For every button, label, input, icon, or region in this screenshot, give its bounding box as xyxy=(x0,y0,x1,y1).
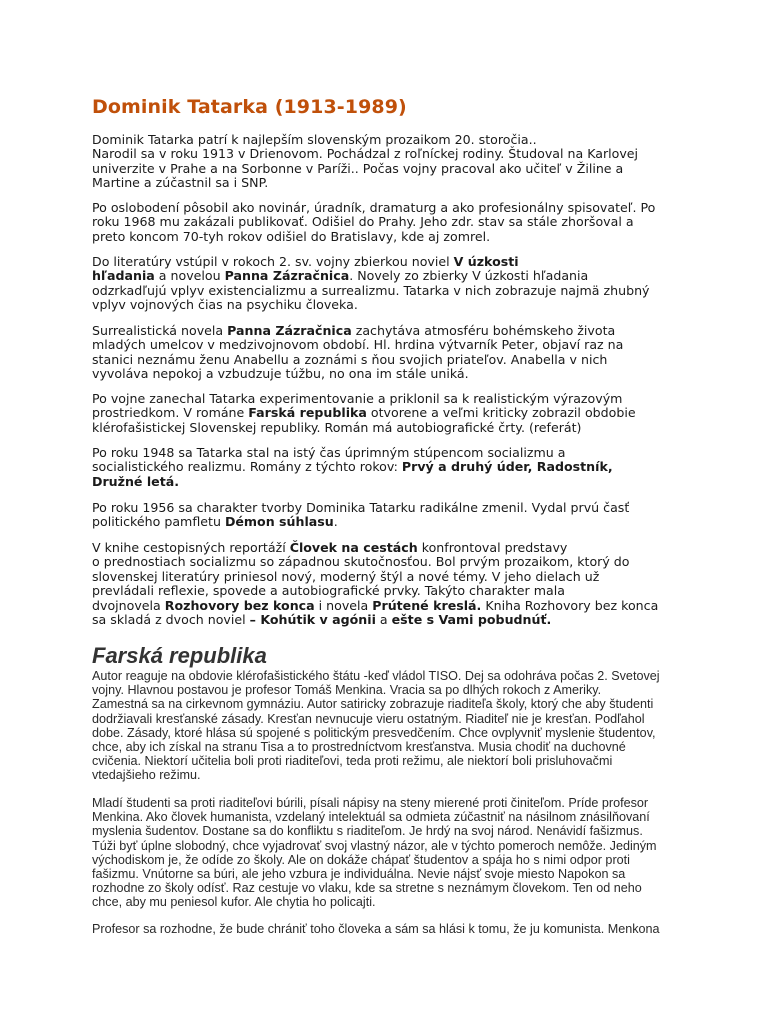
text-line: chce, aby mu peniesol kufor. Ale chytia ho policajti. xyxy=(92,895,376,910)
text-line: Autor reaguje na obdovie klérofašistického štátu -keď vládol TISO. Dej sa odohráva počas 2. Svetovej xyxy=(92,669,660,683)
text-line: dobe. Zásady, ktoré hlása sú spojené s politickým presvedčením. Chce ovplyvniť myslenie študentov, xyxy=(92,725,656,740)
text-run: prostriedkom. V románe xyxy=(92,405,249,421)
paragraph-later-works xyxy=(92,541,692,627)
text-run: Kniha Rozhovory bez konca xyxy=(481,597,659,613)
bold-title: hľadania xyxy=(92,268,155,284)
text-line xyxy=(92,338,692,352)
text-line xyxy=(92,570,692,584)
section-heading: Farská republika xyxy=(92,643,267,668)
text-line: vtedajšieho režimu. xyxy=(92,768,201,783)
text-line xyxy=(92,599,692,613)
text-line: chce, aby ich získal na stranu Tisa a to prostredníctvom kresťanstva. Musia chodiť na duchovné xyxy=(92,740,626,755)
text-run: o prednostiach socializmu so západnou skutočnosťou. Bol prvým prozaikom, ktorý do xyxy=(92,554,630,570)
text-run: vplyv vojnových čias na psychiku človeka. xyxy=(92,297,358,313)
text-run: Po oslobodení pôsobil ako novinár, úradník, dramaturg a ako profesionálny spisovateľ. Po xyxy=(92,200,656,215)
text-run: Po vojne zanechal Tatarka experimentovanie a priklonil sa k realistickým výrazovým xyxy=(92,391,623,406)
text-run: Martine a zúčastnil sa i SNP. xyxy=(92,175,269,191)
text-line xyxy=(92,515,692,529)
text-run: konfrontoval predstavy xyxy=(417,540,568,555)
text-line xyxy=(92,298,692,312)
text-line xyxy=(92,255,692,269)
text-line xyxy=(92,147,692,161)
text-run: . xyxy=(333,514,338,530)
text-line xyxy=(92,201,692,215)
text-run: prevládali reflexie, spovede a autobiografické prvky. Takýto charakter mala xyxy=(92,583,565,599)
text-line xyxy=(92,367,692,381)
page-title: Dominik Tatarka (1913-1989) xyxy=(92,96,407,118)
text-line xyxy=(92,230,692,244)
paragraph-literary-debut xyxy=(92,255,692,313)
paragraph-panna-zazracnica xyxy=(92,324,692,382)
bold-title: Panna Zázračnica xyxy=(227,323,352,338)
text-line: myslenia šudentov. Dostane sa do konfliktu s riaditeľom. Je hrdý na svoj národ. Nenávidí fašizmus. xyxy=(92,824,643,839)
text-line: východiskom je, že odíde zo školy. Ale on dokáže chápať študentov a spája ho s nimi odpor proti xyxy=(92,852,630,867)
text-line xyxy=(92,133,692,147)
text-run: slovenskej literatúry priniesol nový, moderný štýl a nové témy. V jeho dielach už xyxy=(92,568,600,584)
text-run: . Novely zo zbierky V úzkosti hľadania xyxy=(349,268,589,284)
text-run: dvojnovela xyxy=(92,597,165,613)
text-run: klérofašistickej Slovenskej republiky. Román má autobiografické črty. (referát) xyxy=(92,419,582,435)
bold-title: – Kohútik v agónii xyxy=(249,612,376,628)
paragraph-farska-republika xyxy=(92,392,692,435)
text-line xyxy=(92,421,692,435)
text-run: V knihe cestopisných reportáží xyxy=(92,540,290,555)
paragraph-socialist-realism xyxy=(92,446,692,489)
text-run: Po roku 1956 sa charakter tvorby Dominika Tatarku radikálne zmenil. Vydal prvú časť xyxy=(92,500,630,515)
bold-title: Družné letá. xyxy=(92,473,180,489)
bold-title: Prútené kreslá. xyxy=(372,597,482,613)
text-line xyxy=(92,162,692,176)
text-line: Mladí študenti sa proti riaditeľovi búrili, písali nápisy na steny mierené proti činiteľom. Príde profesor xyxy=(92,796,649,810)
text-line xyxy=(92,392,692,406)
text-line xyxy=(92,215,692,229)
text-line xyxy=(92,460,692,474)
text-run: preto koncom 70-tyh rokov odišiel do Bratislavy, kde aj zomrel. xyxy=(92,228,491,244)
text-run: socialistického realizmu. Romány z týchto rokov: xyxy=(92,459,402,475)
text-line xyxy=(92,406,692,420)
text-run: i novela xyxy=(314,597,373,613)
text-line: dodržiavali kresťanské zásady. Kresťan nevnucuje vieru ostatným. Riaditeľ nie je kresťan. Podľahol xyxy=(92,711,645,726)
text-line: Zamestná sa na cirkevnom gymnáziu. Autor satiricky zobrazuje riaditeľa školy, ktorý che aby študenti xyxy=(92,697,654,712)
text-run: Surrealistická novela xyxy=(92,323,228,338)
text-run: Dominik Tatarka patrí k najlepším slovenským prozaikom 20. storočia.. xyxy=(92,132,537,147)
text-line: Túži byť úplne slobodný, chce vyjadrovať svoj vlastný názor, ale v týchto pomeroch nemôže. Jediným xyxy=(92,838,657,853)
bold-title: ešte s Vami pobudnúť. xyxy=(391,612,552,628)
text-run: Po roku 1948 sa Tatarka stal na istý čas úprimným stúpencom socializmu a xyxy=(92,445,566,460)
text-line: vojny. Hlavnou postavou je profesor Tomáš Menkina. Vracia sa po dlhých rokoch z Ameriky. xyxy=(92,683,602,698)
bold-title: Rozhovory bez konca xyxy=(164,597,315,613)
article-paragraph-2 xyxy=(92,796,692,910)
bold-title: Farská republika xyxy=(248,405,367,421)
text-line xyxy=(92,555,692,569)
text-line xyxy=(92,176,692,190)
bold-title: Človek na cestách xyxy=(289,540,418,555)
bold-title: Démon súhlasu xyxy=(224,514,334,530)
text-run: vyvoláva nepokoj a vzbudzuje túžbu, no ona im stále uniká. xyxy=(92,366,469,382)
text-run: univerzite v Prahe a na Sorbonne v Paríži.. Počas vojny pracoval ako učiteľ v Žiline a xyxy=(92,160,624,176)
bold-title: Prvý a druhý úder, Radostník, xyxy=(401,459,613,475)
text-line: Menkina. Ako človek humanista, vzdelaný intelektuál sa odmieta zúčastniť na násilnom znásilňovaní xyxy=(92,810,650,825)
text-run: Narodil sa v roku 1913 v Drienovom. Pochádzal z roľníckej rodiny. Študoval na Karlovej xyxy=(92,146,639,162)
text-run: a xyxy=(375,612,392,628)
article-paragraph-1 xyxy=(92,669,692,783)
text-run: Do literatúry vstúpil v rokoch 2. sv. vojny zbierkou noviel xyxy=(92,254,454,269)
text-line xyxy=(92,269,692,283)
bold-title: Panna Zázračnica xyxy=(224,268,350,284)
text-line xyxy=(92,584,692,598)
text-line xyxy=(92,475,692,489)
article-paragraph-3 xyxy=(92,922,692,936)
text-line: Profesor sa rozhodne, že bude chrániť toho človeka a sám sa hlási k tomu, že ju komunista. Menkona xyxy=(92,922,660,936)
text-run: stanici neznámu ženu Anabellu a zoznámi s ňou svojich priateľov. Anabella v nich xyxy=(92,351,608,367)
paragraph-biography xyxy=(92,133,692,191)
paragraph-postwar-career xyxy=(92,201,692,244)
bold-title: V úzkosti xyxy=(453,254,519,269)
text-run: zachytáva atmosféru bohémskeho života xyxy=(351,323,616,338)
text-line xyxy=(92,446,692,460)
text-run: sa skladá z dvoch noviel xyxy=(92,612,250,628)
text-run: a novelou xyxy=(154,268,225,284)
text-line xyxy=(92,353,692,367)
text-line: rozhodne zo školy odísť. Raz cestuje vo vlaku, kde sa stretne s neznámym človekom. Ten od neho xyxy=(92,881,642,896)
text-line xyxy=(92,613,692,627)
text-run: politického pamfletu xyxy=(92,514,225,530)
text-run: odzrkadľujú vplyv existencializmu a surrealizmu. Tatarka v nich zobrazuje najmä zhubný xyxy=(92,282,650,298)
text-line xyxy=(92,541,692,555)
text-line xyxy=(92,501,692,515)
text-run: roku 1968 mu zakázali publikovať. Odišiel do Prahy. Jeho zdr. stav sa stále zhoršoval a xyxy=(92,214,634,230)
text-run: otvorene a veľmi kriticky zobrazil obdobie xyxy=(366,405,636,421)
paragraph-demon-suhlasu xyxy=(92,501,692,530)
text-line: cvičenia. Niektorí učitelia boli proti riaditeľovi, teda proti režimu, ale niektorí boli prisluhovačmi xyxy=(92,754,613,769)
text-run: mladých umelcov v medzivojnovom období. Hl. hrdina výtvarník Peter, objaví raz na xyxy=(92,337,624,353)
text-line xyxy=(92,324,692,338)
text-line: fašizmu. Vnútorne sa búri, ale jeho vzbura je individuálna. Nevie nájsť svoje miesto Napokon sa xyxy=(92,867,626,882)
text-line xyxy=(92,284,692,298)
